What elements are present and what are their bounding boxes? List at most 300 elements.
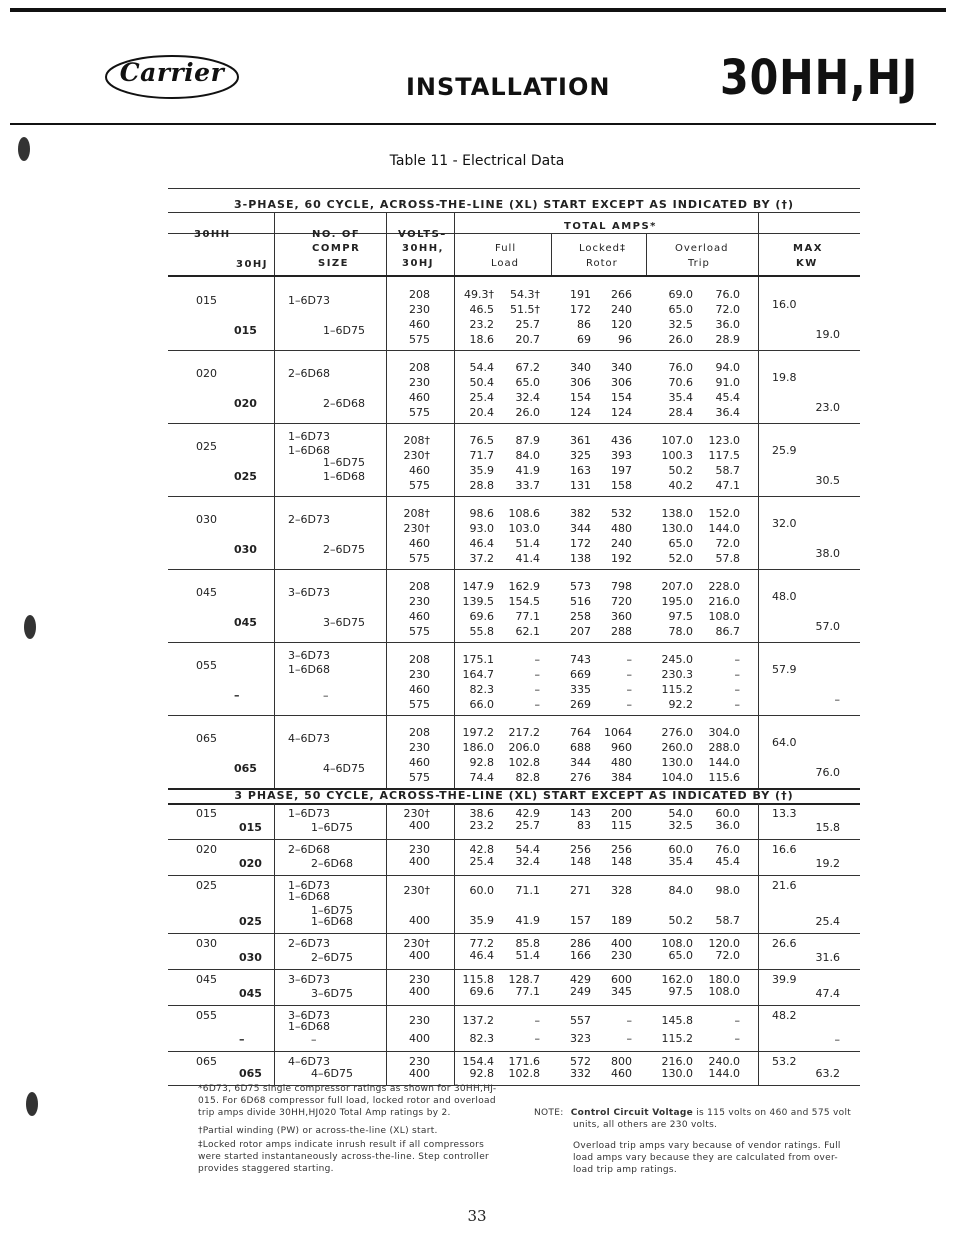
- table-rule: [168, 969, 860, 970]
- compr-size-30hj: 1–6D75: [323, 456, 365, 469]
- full-load-30hj: 41.9: [515, 914, 540, 927]
- full-load-30hh: 49.3†: [464, 288, 494, 301]
- full-load-30hh: 25.4: [469, 855, 494, 868]
- unit-30hh: 065: [196, 1055, 217, 1068]
- table-rule: [168, 350, 860, 351]
- locked-rotor-30hj: 798: [611, 580, 632, 593]
- full-load-30hj: 108.6: [508, 507, 540, 520]
- table-rule: [168, 233, 860, 234]
- max-kw-30hj: 38.0: [815, 547, 840, 560]
- column-rule: [646, 233, 647, 275]
- column-rule: [274, 969, 275, 1005]
- compr-size-30hj: 3–6D75: [311, 987, 353, 1000]
- volts-value: 400: [409, 985, 430, 998]
- max-kw-30hj: 57.0: [815, 620, 840, 633]
- locked-rotor-30hj: 96: [618, 333, 632, 346]
- unit-30hh: 025: [196, 440, 217, 453]
- column-rule: [274, 875, 275, 933]
- header-lr-1: Locked‡: [579, 243, 626, 254]
- full-load-30hj: 82.8: [515, 771, 540, 784]
- locked-rotor-30hh: 172: [570, 303, 591, 316]
- full-load-30hh: 69.6: [469, 610, 494, 623]
- overload-trip-30hh: 130.0: [661, 522, 693, 535]
- overload-trip-30hj: 180.0: [708, 973, 740, 986]
- footnote-line: trip amps divide 30HH,HJ020 Total Amp ratings by 2.: [198, 1108, 451, 1118]
- unit-30hh: 055: [196, 1009, 217, 1022]
- compr-size-30hj: 1–6D68: [323, 470, 365, 483]
- locked-rotor-30hh: 764: [570, 726, 591, 739]
- full-load-30hj: 25.7: [515, 819, 540, 832]
- overload-trip-30hh: 50.2: [668, 464, 693, 477]
- unit-30hh: 065: [196, 732, 217, 745]
- locked-rotor-30hh: 138: [570, 552, 591, 565]
- table-rule: [168, 423, 860, 424]
- unit-30hj: –: [234, 689, 240, 702]
- column-rule: [758, 839, 759, 875]
- locked-rotor-30hj: 1064: [604, 726, 632, 739]
- unit-30hj: 025: [234, 470, 257, 483]
- full-load-30hh: 139.5: [462, 595, 494, 608]
- overload-trip-30hh: 76.0: [668, 361, 693, 374]
- locked-rotor-30hh: 361: [570, 434, 591, 447]
- overload-trip-30hh: 26.0: [668, 333, 693, 346]
- compr-size-30hh: 1–6D73: [288, 879, 330, 892]
- compr-size-30hj: 2–6D68: [311, 857, 353, 870]
- full-load-30hj: 54.4: [515, 843, 540, 856]
- header-compr-2: COMPR: [312, 243, 361, 254]
- table-rule: [168, 1051, 860, 1052]
- footnote-star: [198, 1083, 496, 1119]
- overload-trip-30hj: 144.0: [708, 756, 740, 769]
- overload-trip-30hj: 72.0: [715, 303, 740, 316]
- compr-size-30hj: 1–6D75: [323, 324, 365, 337]
- unit-30hh: 015: [196, 807, 217, 820]
- full-load-30hj: 67.2: [515, 361, 540, 374]
- compr-size-30hh: 1–6D68: [288, 890, 330, 903]
- max-kw-30hj: –: [834, 693, 840, 706]
- max-kw-30hh: 53.2: [772, 1055, 797, 1068]
- locked-rotor-30hh: 86: [577, 318, 591, 331]
- volts-value: 575: [409, 771, 430, 784]
- overload-trip-30hh: 54.0: [668, 807, 693, 820]
- full-load-30hh: 69.6: [469, 985, 494, 998]
- overload-trip-30hh: 35.4: [668, 855, 693, 868]
- max-kw-30hj: 15.8: [815, 821, 840, 834]
- compr-size-30hh: 3–6D73: [288, 649, 330, 662]
- locked-rotor-30hj: 345: [611, 985, 632, 998]
- locked-rotor-30hh: 249: [570, 985, 591, 998]
- locked-rotor-30hh: 382: [570, 507, 591, 520]
- max-kw-30hh: 39.9: [772, 973, 797, 986]
- overload-trip-30hj: 45.4: [715, 855, 740, 868]
- brand-name: Carrier: [119, 58, 225, 87]
- locked-rotor-30hj: 328: [611, 884, 632, 897]
- table-title: Table 11 - Electrical Data: [389, 153, 565, 169]
- locked-rotor-30hh: 335: [570, 683, 591, 696]
- overload-trip-30hh: 100.3: [661, 449, 693, 462]
- unit-30hh: 045: [196, 973, 217, 986]
- compr-size-30hj: –: [323, 689, 329, 702]
- locked-rotor-30hj: 189: [611, 914, 632, 927]
- locked-rotor-30hh: 323: [570, 1032, 591, 1045]
- compr-size-30hh: 2–6D73: [288, 513, 330, 526]
- overload-trip-30hh: 65.0: [668, 949, 693, 962]
- full-load-30hh: 164.7: [462, 668, 494, 681]
- locked-rotor-30hj: –: [626, 653, 632, 666]
- unit-30hj: 020: [239, 857, 262, 870]
- volts-value: 208: [409, 288, 430, 301]
- compr-size-30hh: 4–6D73: [288, 1055, 330, 1068]
- overload-trip-30hj: –: [734, 1032, 740, 1045]
- overload-trip-30hj: 117.5: [708, 449, 740, 462]
- full-load-30hj: 62.1: [515, 625, 540, 638]
- top-rule: [10, 8, 946, 12]
- column-rule: [274, 350, 275, 423]
- full-load-30hj: 33.7: [515, 479, 540, 492]
- locked-rotor-30hj: 288: [611, 625, 632, 638]
- overload-trip-30hh: 28.4: [668, 406, 693, 419]
- column-rule: [758, 933, 759, 969]
- volts-value: 575: [409, 552, 430, 565]
- locked-rotor-30hh: 340: [570, 361, 591, 374]
- overload-trip-30hh: 84.0: [668, 884, 693, 897]
- column-rule: [758, 969, 759, 1005]
- volts-value: 230†: [403, 884, 430, 897]
- overload-trip-30hj: 144.0: [708, 1067, 740, 1080]
- section-50-title: 3 PHASE, 50 CYCLE, ACROSS-THE-LINE (XL) START EXCEPT AS INDICATED BY (†): [234, 789, 794, 802]
- overload-trip-30hh: 130.0: [661, 1067, 693, 1080]
- column-rule: [758, 803, 759, 839]
- full-load-30hj: –: [534, 1014, 540, 1027]
- locked-rotor-30hh: 276: [570, 771, 591, 784]
- max-kw-30hh: 57.9: [772, 663, 797, 676]
- table-rule: [168, 275, 860, 277]
- full-load-30hj: 128.7: [508, 973, 540, 986]
- locked-rotor-30hh: 743: [570, 653, 591, 666]
- overload-trip-30hj: 45.4: [715, 391, 740, 404]
- unit-30hj: 015: [239, 821, 262, 834]
- locked-rotor-30hj: 115: [611, 819, 632, 832]
- column-rule: [274, 496, 275, 569]
- unit-30hj: 030: [239, 951, 262, 964]
- locked-rotor-30hh: 516: [570, 595, 591, 608]
- header-full-1: Full: [495, 243, 517, 254]
- full-load-30hj: 217.2: [508, 726, 540, 739]
- full-load-30hj: –: [534, 698, 540, 711]
- unit-30hh: 030: [196, 513, 217, 526]
- overload-trip-30hh: 52.0: [668, 552, 693, 565]
- full-load-30hh: 54.4: [469, 361, 494, 374]
- volts-value: 400: [409, 1032, 430, 1045]
- overload-trip-30hj: 72.0: [715, 537, 740, 550]
- locked-rotor-30hj: 158: [611, 479, 632, 492]
- overload-trip-30hj: 228.0: [708, 580, 740, 593]
- compr-size-30hj: 4–6D75: [323, 762, 365, 775]
- overload-trip-30hh: 207.0: [661, 580, 693, 593]
- column-rule: [274, 715, 275, 788]
- overload-trip-30hj: 152.0: [708, 507, 740, 520]
- table-rule: [168, 496, 860, 497]
- locked-rotor-30hh: 573: [570, 580, 591, 593]
- overload-trip-30hh: 32.5: [668, 819, 693, 832]
- overload-trip-30hj: 58.7: [715, 914, 740, 927]
- locked-rotor-30hh: 572: [570, 1055, 591, 1068]
- compr-size-30hh: 1–6D68: [288, 663, 330, 676]
- header-volts-2: 30HH,: [402, 243, 444, 254]
- column-rule: [551, 233, 552, 275]
- overload-trip-30hj: –: [734, 668, 740, 681]
- full-load-30hh: 186.0: [462, 741, 494, 754]
- locked-rotor-30hj: 480: [611, 756, 632, 769]
- locked-rotor-30hj: 532: [611, 507, 632, 520]
- header-kw-1: MAX: [793, 243, 823, 254]
- locked-rotor-30hj: 148: [611, 855, 632, 868]
- full-load-30hh: 18.6: [469, 333, 494, 346]
- footnote-dagger: [198, 1125, 438, 1137]
- full-load-30hh: 74.4: [469, 771, 494, 784]
- overload-trip-30hh: 115.2: [661, 683, 693, 696]
- binder-hole-icon: [26, 1092, 38, 1116]
- volts-value: 208: [409, 580, 430, 593]
- max-kw-30hj: 30.5: [815, 474, 840, 487]
- header-full-2: Load: [491, 258, 519, 269]
- overload-trip-30hj: 36.4: [715, 406, 740, 419]
- locked-rotor-30hh: 191: [570, 288, 591, 301]
- header-total-amps: TOTAL AMPS*: [564, 221, 657, 232]
- full-load-30hj: 32.4: [515, 855, 540, 868]
- table-rule: [168, 1005, 860, 1006]
- locked-rotor-30hh: 306: [570, 376, 591, 389]
- compr-size-30hj: 2–6D75: [323, 543, 365, 556]
- full-load-30hh: 20.4: [469, 406, 494, 419]
- compr-size-30hj: 4–6D75: [311, 1067, 353, 1080]
- overload-trip-30hh: 107.0: [661, 434, 693, 447]
- locked-rotor-30hh: 124: [570, 406, 591, 419]
- column-rule: [274, 642, 275, 715]
- locked-rotor-30hj: 340: [611, 361, 632, 374]
- overload-trip-30hh: 130.0: [661, 756, 693, 769]
- table-rule: [168, 188, 860, 189]
- full-load-30hj: 41.4: [515, 552, 540, 565]
- column-rule: [274, 1005, 275, 1051]
- locked-rotor-30hj: 200: [611, 807, 632, 820]
- volts-value: 575: [409, 333, 430, 346]
- locked-rotor-30hj: 240: [611, 537, 632, 550]
- note-label: NOTE:: [534, 1108, 564, 1118]
- full-load-30hh: 82.3: [469, 1032, 494, 1045]
- compr-size-30hj: 1–6D75: [311, 904, 353, 917]
- footnote-line: provides staggered starting.: [198, 1164, 334, 1174]
- locked-rotor-30hh: 69: [577, 333, 591, 346]
- full-load-30hh: 23.2: [469, 819, 494, 832]
- column-rule: [274, 212, 275, 275]
- column-rule: [758, 569, 759, 642]
- full-load-30hh: 28.8: [469, 479, 494, 492]
- column-rule: [274, 277, 275, 350]
- overload-trip-30hj: 47.1: [715, 479, 740, 492]
- compr-size-30hj: –: [311, 1033, 317, 1046]
- full-load-30hh: 197.2: [462, 726, 494, 739]
- overload-trip-30hj: 115.6: [708, 771, 740, 784]
- overload-trip-30hh: 162.0: [661, 973, 693, 986]
- overload-trip-30hh: 97.5: [668, 610, 693, 623]
- unit-30hh: 055: [196, 659, 217, 672]
- overload-trip-30hh: 50.2: [668, 914, 693, 927]
- footnote-line: ‡Locked rotor amps indicate inrush result if all compressors: [198, 1140, 485, 1150]
- full-load-30hh: 71.7: [469, 449, 494, 462]
- volts-value: 400: [409, 914, 430, 927]
- locked-rotor-30hh: 325: [570, 449, 591, 462]
- column-rule: [758, 875, 759, 933]
- overload-trip-30hh: 35.4: [668, 391, 693, 404]
- max-kw-30hj: 63.2: [815, 1067, 840, 1080]
- volts-value: 230†: [403, 937, 430, 950]
- full-load-30hj: 84.0: [515, 449, 540, 462]
- max-kw-30hh: 48.2: [772, 1009, 797, 1022]
- header-ot-2: Trip: [688, 258, 710, 269]
- locked-rotor-30hh: 344: [570, 522, 591, 535]
- full-load-30hj: 51.5†: [510, 303, 540, 316]
- max-kw-30hh: 64.0: [772, 736, 797, 749]
- locked-rotor-30hh: 332: [570, 1067, 591, 1080]
- overload-trip-30hh: 97.5: [668, 985, 693, 998]
- compr-size-30hh: 2–6D68: [288, 367, 330, 380]
- overload-trip-30hj: 36.0: [715, 819, 740, 832]
- volts-value: 460: [409, 756, 430, 769]
- volts-value: 460: [409, 610, 430, 623]
- footnote-line: †Partial winding (PW) or across-the-line (XL) start.: [198, 1126, 438, 1136]
- full-load-30hh: 66.0: [469, 698, 494, 711]
- max-kw-30hj: –: [834, 1033, 840, 1046]
- overload-trip-30hj: 58.7: [715, 464, 740, 477]
- locked-rotor-30hh: 207: [570, 625, 591, 638]
- overload-trip-30hh: 69.0: [668, 288, 693, 301]
- overload-trip-30hh: 60.0: [668, 843, 693, 856]
- note-text: units, all others are 230 volts.: [573, 1120, 718, 1130]
- locked-rotor-30hj: 800: [611, 1055, 632, 1068]
- overload-trip-30hh: 92.2: [668, 698, 693, 711]
- locked-rotor-30hj: 960: [611, 741, 632, 754]
- compr-size-30hh: 2–6D68: [288, 843, 330, 856]
- volts-value: 230†: [403, 449, 430, 462]
- overload-trip-30hj: 108.0: [708, 985, 740, 998]
- overload-trip-30hh: 65.0: [668, 537, 693, 550]
- unit-30hh: 030: [196, 937, 217, 950]
- full-load-30hj: 65.0: [515, 376, 540, 389]
- unit-30hj: 025: [239, 915, 262, 928]
- full-load-30hh: 37.2: [469, 552, 494, 565]
- volts-value: 400: [409, 855, 430, 868]
- locked-rotor-30hj: 197: [611, 464, 632, 477]
- overload-trip-30hh: 216.0: [661, 1055, 693, 1068]
- compr-size-30hh: 2–6D73: [288, 937, 330, 950]
- full-load-30hj: 42.9: [515, 807, 540, 820]
- volts-value: 208†: [403, 434, 430, 447]
- compr-size-30hh: 1–6D68: [288, 444, 330, 457]
- overload-trip-30hj: 86.7: [715, 625, 740, 638]
- overload-trip-30hj: 240.0: [708, 1055, 740, 1068]
- footnote-ddagger: [198, 1139, 489, 1175]
- column-rule: [274, 423, 275, 496]
- max-kw-30hj: 19.2: [815, 857, 840, 870]
- volts-value: 400: [409, 1067, 430, 1080]
- note-2: [573, 1140, 841, 1176]
- header-ot-1: Overload: [675, 243, 729, 254]
- overload-trip-30hh: 32.5: [668, 318, 693, 331]
- locked-rotor-30hh: 163: [570, 464, 591, 477]
- unit-30hj: 030: [234, 543, 257, 556]
- overload-trip-30hh: 78.0: [668, 625, 693, 638]
- footnote-line: *6D73, 6D75 single compressor ratings as shown for 30HH,HJ-: [198, 1084, 497, 1094]
- full-load-30hh: 60.0: [469, 884, 494, 897]
- full-load-30hh: 50.4: [469, 376, 494, 389]
- overload-trip-30hj: 36.0: [715, 318, 740, 331]
- full-load-30hj: 20.7: [515, 333, 540, 346]
- volts-value: 575: [409, 406, 430, 419]
- overload-trip-30hh: 108.0: [661, 937, 693, 950]
- volts-value: 400: [409, 949, 430, 962]
- unit-30hh: 020: [196, 367, 217, 380]
- max-kw-30hh: 25.9: [772, 444, 797, 457]
- max-kw-30hh: 26.6: [772, 937, 797, 950]
- max-kw-30hh: 21.6: [772, 879, 797, 892]
- full-load-30hj: –: [534, 668, 540, 681]
- volts-value: 230: [409, 1055, 430, 1068]
- full-load-30hj: 102.8: [508, 756, 540, 769]
- volts-value: 230: [409, 303, 430, 316]
- locked-rotor-30hj: 460: [611, 1067, 632, 1080]
- overload-trip-30hj: 288.0: [708, 741, 740, 754]
- column-rule: [758, 212, 759, 275]
- locked-rotor-30hh: 269: [570, 698, 591, 711]
- full-load-30hj: 206.0: [508, 741, 540, 754]
- full-load-30hj: 41.9: [515, 464, 540, 477]
- volts-value: 460: [409, 537, 430, 550]
- locked-rotor-30hh: 258: [570, 610, 591, 623]
- volts-value: 208: [409, 361, 430, 374]
- overload-trip-30hh: 195.0: [661, 595, 693, 608]
- header-rule: [10, 123, 936, 125]
- full-load-30hh: 23.2: [469, 318, 494, 331]
- volts-value: 230: [409, 843, 430, 856]
- full-load-30hj: 54.3†: [510, 288, 540, 301]
- full-load-30hj: 85.8: [515, 937, 540, 950]
- locked-rotor-30hj: 400: [611, 937, 632, 950]
- locked-rotor-30hh: 154: [570, 391, 591, 404]
- full-load-30hh: 42.8: [469, 843, 494, 856]
- carrier-logo: [104, 54, 240, 100]
- note-text: is 115 volts on 460 and 575 volt: [696, 1108, 852, 1118]
- table-rule: [168, 715, 860, 716]
- full-load-30hh: 38.6: [469, 807, 494, 820]
- column-rule: [758, 350, 759, 423]
- locked-rotor-30hj: 720: [611, 595, 632, 608]
- locked-rotor-30hj: –: [626, 698, 632, 711]
- unit-30hj: 020: [234, 397, 257, 410]
- overload-trip-30hj: 123.0: [708, 434, 740, 447]
- locked-rotor-30hj: 240: [611, 303, 632, 316]
- full-load-30hh: 77.2: [469, 937, 494, 950]
- column-rule: [274, 933, 275, 969]
- column-rule: [274, 1051, 275, 1085]
- volts-value: 400: [409, 819, 430, 832]
- locked-rotor-30hj: 306: [611, 376, 632, 389]
- table-rule: [168, 875, 860, 876]
- overload-trip-30hj: 120.0: [708, 937, 740, 950]
- full-load-30hh: 55.8: [469, 625, 494, 638]
- unit-30hj: –: [239, 1033, 245, 1046]
- max-kw-30hj: 31.6: [815, 951, 840, 964]
